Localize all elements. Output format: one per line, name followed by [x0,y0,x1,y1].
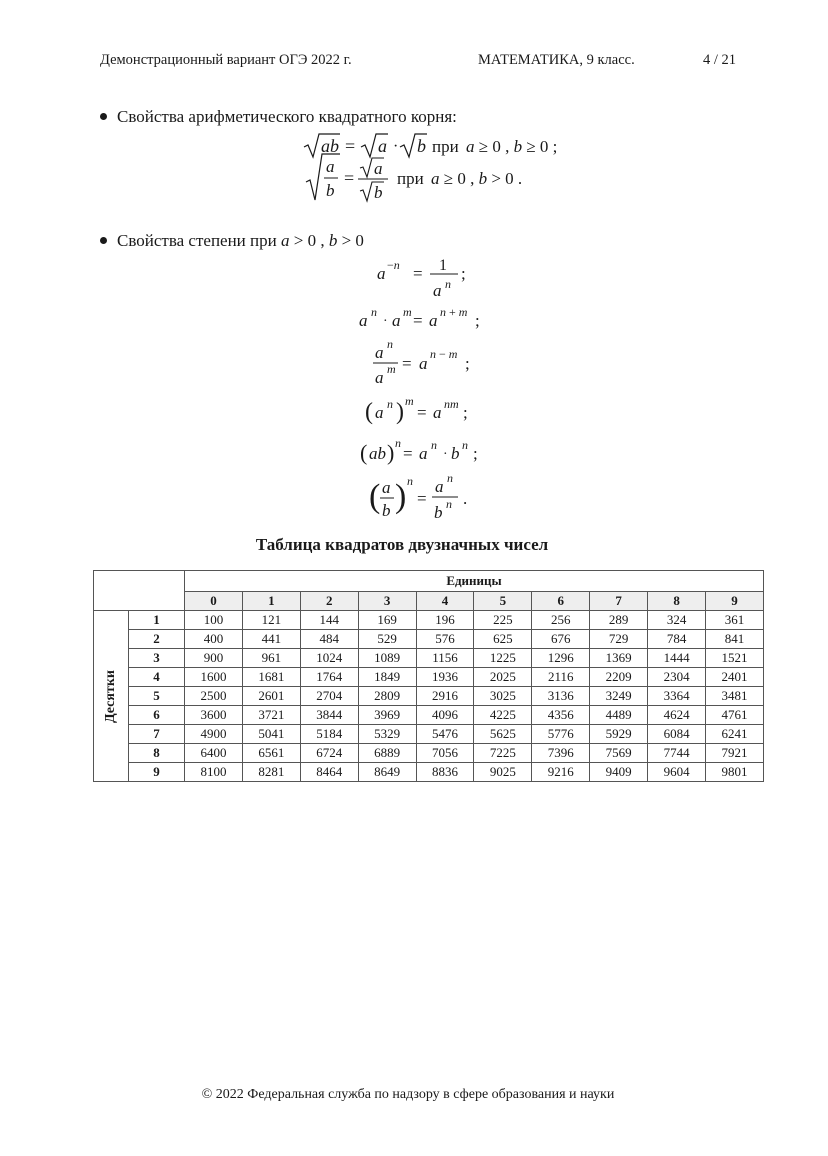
table-cell: 9216 [532,763,590,782]
table-row [94,687,764,706]
root-quotient-formula [300,150,580,206]
table-cell: 625 [474,630,532,649]
table-cell: 900 [185,649,243,668]
svg-text:n: n [395,436,401,450]
svg-text:n + m: n + m [440,305,468,319]
table-cell: 529 [358,630,416,649]
table-cell: 3364 [648,687,706,706]
table-cell: 1764 [300,668,358,687]
table-cell: 5929 [590,725,648,744]
table-column-header-row [94,592,764,611]
table-units-header-row [94,571,764,592]
column-header-0: 0 [185,592,243,611]
svg-text:a ≥ 0 , b ≥ 0 ;: a ≥ 0 , b ≥ 0 ; [466,137,558,156]
tens-label-cell [94,611,129,782]
row-header-1: 1 [129,611,185,630]
svg-text:a: a [375,403,384,422]
row-header-4: 4 [129,668,185,687]
svg-text:a ≥ 0 , b > 0 .: a ≥ 0 , b > 0 . [431,169,523,188]
svg-text:n: n [462,438,468,452]
svg-text:m: m [387,362,396,376]
table-cell: 8649 [358,763,416,782]
svg-text:·: · [383,314,388,329]
svg-text:a: a [429,311,438,330]
table-cell: 225 [474,611,532,630]
table-cell: 169 [358,611,416,630]
table-cell: 4225 [474,706,532,725]
svg-text:a: a [374,159,383,178]
table-cell: 361 [706,611,764,630]
header-doc-title: Демонстрационный вариант ОГЭ 2022 г. [100,52,352,68]
table-cell: 1849 [358,668,416,687]
svg-text:a: a [359,311,368,330]
table-cell: 2209 [590,668,648,687]
table-cell: 8464 [300,763,358,782]
table-cell: 3481 [706,687,764,706]
table-cell: 8281 [242,763,300,782]
table-cell: 1225 [474,649,532,668]
svg-text:b: b [451,444,460,463]
table-cell: 484 [300,630,358,649]
column-header-5: 5 [474,592,532,611]
svg-text:;: ; [475,311,480,330]
table-cell: 6561 [242,744,300,763]
table-cell: 3025 [474,687,532,706]
table-cell: 2401 [706,668,764,687]
table-cell: 3249 [590,687,648,706]
bullet-icon [100,237,107,244]
svg-text:·: · [393,138,399,155]
table-cell: 1600 [185,668,243,687]
svg-text:a: a [419,444,428,463]
svg-text:): ) [396,399,404,425]
column-header-2: 2 [300,592,358,611]
svg-text:.: . [463,489,468,508]
svg-text:n: n [445,277,451,291]
table-cell: 1369 [590,649,648,668]
svg-text:(: ( [369,478,381,515]
svg-text:=: = [417,403,427,422]
table-cell: 5329 [358,725,416,744]
column-header-1: 1 [242,592,300,611]
table-cell: 2704 [300,687,358,706]
column-header-9: 9 [706,592,764,611]
svg-text:a: a [433,403,442,422]
squares-table [93,570,764,782]
column-header-7: 7 [590,592,648,611]
svg-text:ab: ab [321,136,339,156]
table-cell: 2809 [358,687,416,706]
table-cell: 1296 [532,649,590,668]
svg-text:): ) [387,440,395,465]
table-cell: 2601 [242,687,300,706]
table-cell: 289 [590,611,648,630]
svg-text:;: ; [473,444,478,463]
table-title: Таблица квадратов двузначных чисел [255,535,549,554]
svg-text:при: при [397,169,424,188]
svg-text:b: b [434,503,443,522]
svg-text:;: ; [463,403,468,422]
svg-text:=: = [402,354,412,373]
product-power-formula [355,436,555,470]
table-cell: 3600 [185,706,243,725]
table-cell: 3721 [242,706,300,725]
table-cell: 1024 [300,649,358,668]
svg-text:a: a [433,281,442,300]
svg-text:=: = [417,489,427,508]
table-cell: 2500 [185,687,243,706]
svg-text:a: a [375,368,384,387]
bullet-icon [100,113,107,120]
svg-text:=: = [345,136,356,156]
units-label: Единицы [185,571,764,592]
table-cell: 4096 [416,706,474,725]
svg-text:): ) [395,478,407,515]
svg-text:m: m [403,305,412,319]
footer-copyright: © 2022 Федеральная служба по надзору в сфере образования и науки [201,1087,615,1102]
table-cell: 4900 [185,725,243,744]
svg-text:n: n [387,397,393,411]
svg-text:a: a [326,157,335,176]
table-cell: 144 [300,611,358,630]
row-header-3: 3 [129,649,185,668]
table-cell: 6724 [300,744,358,763]
row-header-5: 5 [129,687,185,706]
power-of-power-formula [355,393,555,431]
table-cell: 9409 [590,763,648,782]
table-cell: 7921 [706,744,764,763]
row-header-9: 9 [129,763,185,782]
svg-text:m: m [405,394,414,408]
table-cell: 5184 [300,725,358,744]
table-row [94,611,764,630]
power-quotient-formula [355,336,555,392]
table-cell: 6084 [648,725,706,744]
svg-text:a: a [377,264,386,283]
svg-text:b: b [417,136,426,156]
svg-text:b: b [374,183,383,202]
powers-section-title: Свойства степени при a > 0 , b > 0 [100,231,364,251]
table-cell: 1089 [358,649,416,668]
row-header-7: 7 [129,725,185,744]
svg-text:b: b [326,181,335,200]
table-cell: 1444 [648,649,706,668]
table-cell: 121 [242,611,300,630]
table-row [94,763,764,782]
table-row [94,744,764,763]
table-cell: 3136 [532,687,590,706]
svg-text:(: ( [360,440,368,465]
svg-text:=: = [344,168,355,188]
row-header-2: 2 [129,630,185,649]
table-row [94,649,764,668]
svg-text:n: n [446,497,452,511]
svg-text:n: n [407,474,413,488]
svg-text:n: n [431,438,437,452]
table-cell: 2025 [474,668,532,687]
table-cell: 441 [242,630,300,649]
svg-text:nm: nm [444,397,459,411]
column-header-6: 6 [532,592,590,611]
powers-condition: a > 0 , b > 0 [280,231,364,250]
table-cell: 4761 [706,706,764,725]
svg-text:;: ; [465,354,470,373]
table-cell: 961 [242,649,300,668]
table-cell: 8100 [185,763,243,782]
svg-text:a: a [419,354,428,373]
svg-text:n: n [371,305,377,319]
table-cell: 5625 [474,725,532,744]
table-cell: 7744 [648,744,706,763]
table-cell: 7569 [590,744,648,763]
quotient-power-formula [355,470,555,526]
table-cell: 7225 [474,744,532,763]
table-cell: 1681 [242,668,300,687]
table-cell: 5476 [416,725,474,744]
header-subject: МАТЕМАТИКА, 9 класс. [478,52,635,68]
roots-section-title: Свойства арифметического квадратного корня: [100,107,457,127]
table-cell: 9604 [648,763,706,782]
table-cell: 2304 [648,668,706,687]
table-cell: 4356 [532,706,590,725]
column-header-3: 3 [358,592,416,611]
table-cell: 7396 [532,744,590,763]
svg-text:=: = [413,311,423,330]
svg-text:n − m: n − m [430,347,458,361]
table-cell: 729 [590,630,648,649]
svg-text:a: a [392,311,401,330]
power-product-formula [355,302,555,334]
svg-text:n: n [387,337,393,351]
table-cell: 784 [648,630,706,649]
table-cell: 1521 [706,649,764,668]
table-row [94,706,764,725]
table-cell: 1156 [416,649,474,668]
svg-text:ab: ab [369,444,386,463]
table-row [94,725,764,744]
table-corner-cell [94,571,185,611]
table-row [94,668,764,687]
table-cell: 2116 [532,668,590,687]
svg-text:b: b [382,501,391,520]
table-cell: 841 [706,630,764,649]
svg-text:;: ; [461,264,466,283]
negative-power-formula [355,252,555,302]
svg-text:=: = [403,444,413,463]
header-page-number: 4 / 21 [703,52,737,68]
table-cell: 3844 [300,706,358,725]
svg-text:a: a [378,136,387,156]
table-cell: 9801 [706,763,764,782]
table-cell: 4489 [590,706,648,725]
table-cell: 6241 [706,725,764,744]
table-cell: 6889 [358,744,416,763]
table-cell: 1936 [416,668,474,687]
svg-text:a: a [375,343,384,362]
table-cell: 3969 [358,706,416,725]
tens-label: Десятки [103,669,118,723]
row-header-8: 8 [129,744,185,763]
svg-text:−n: −n [387,258,400,272]
table-cell: 400 [185,630,243,649]
table-cell: 100 [185,611,243,630]
table-cell: 5041 [242,725,300,744]
column-header-4: 4 [416,592,474,611]
svg-text:a: a [382,478,391,497]
table-cell: 5776 [532,725,590,744]
table-cell: 7056 [416,744,474,763]
table-cell: 196 [416,611,474,630]
svg-text:n: n [447,471,453,485]
svg-text:1: 1 [439,257,447,274]
svg-text:при: при [432,137,459,156]
table-cell: 6400 [185,744,243,763]
table-cell: 324 [648,611,706,630]
svg-text:a: a [435,477,444,496]
table-cell: 2916 [416,687,474,706]
table-cell: 4624 [648,706,706,725]
column-header-8: 8 [648,592,706,611]
row-header-6: 6 [129,706,185,725]
table-row [94,630,764,649]
table-cell: 576 [416,630,474,649]
svg-text:·: · [443,447,448,462]
table-cell: 676 [532,630,590,649]
svg-text:(: ( [365,399,373,425]
table-cell: 8836 [416,763,474,782]
svg-text:=: = [413,264,423,283]
table-cell: 9025 [474,763,532,782]
table-cell: 256 [532,611,590,630]
